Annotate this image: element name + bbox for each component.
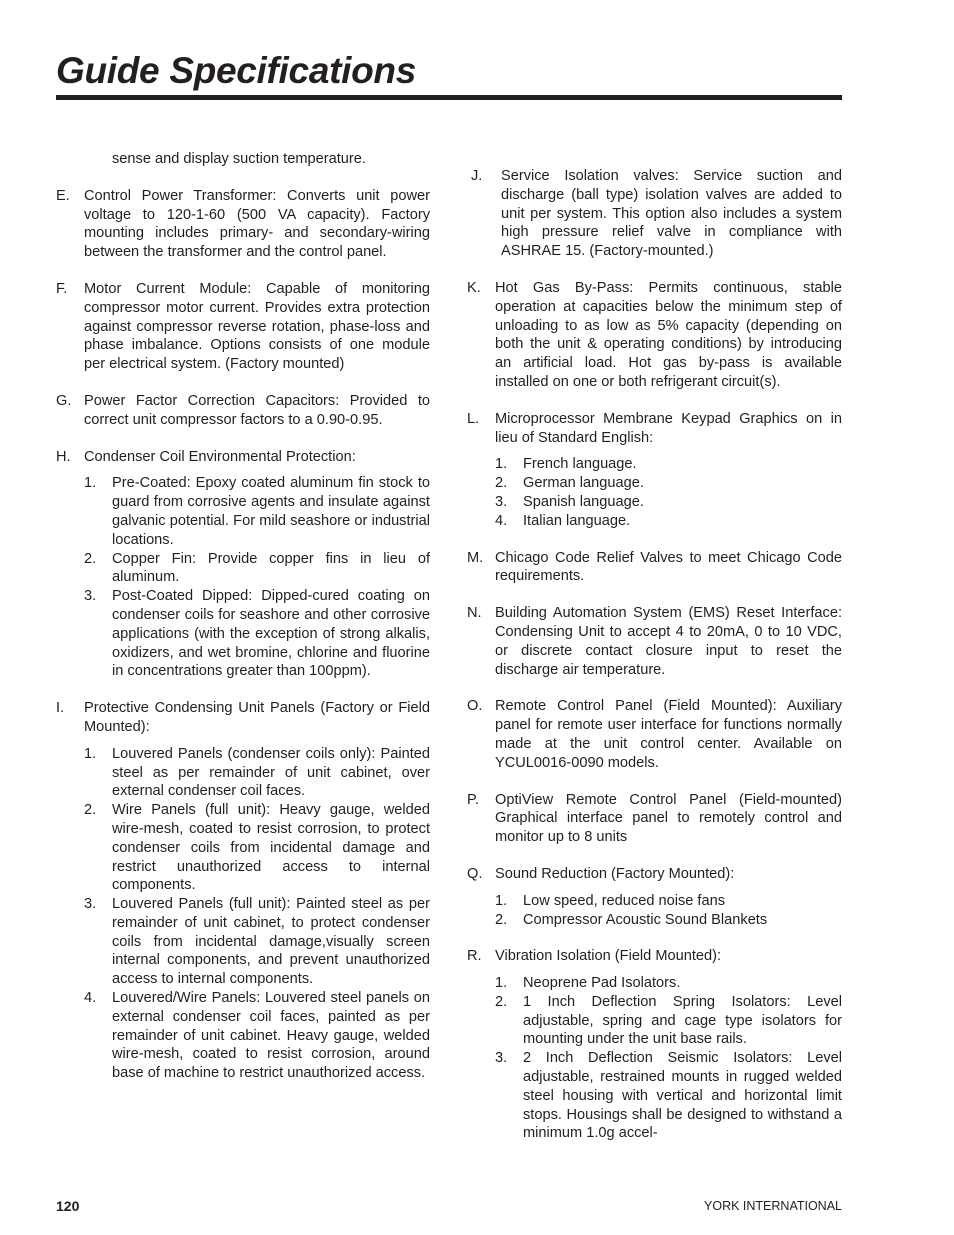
sub-item	[495, 1049, 842, 1143]
page-number: 120	[56, 1198, 80, 1214]
company-name: YORK INTERNATIONAL	[704, 1199, 842, 1213]
sub-item	[495, 892, 842, 911]
sub-item-number: 1.	[84, 475, 97, 492]
sub-item-text: Compressor Acoustic Sound Blankets	[523, 911, 768, 928]
sub-item-number: 2.	[495, 911, 508, 928]
sub-item	[84, 550, 430, 588]
item-text: Hot Gas By-Pass: Permits continuous, stable operation at capacities below the minimum step of unloading to as low as 5% capacity (depending on both the unit & operating conditions) by introducing an artificial load. Hot gas by-pass is available installed on one or both refrigerant circuit(s).	[495, 279, 842, 390]
continuation-text: sense and display suction temperature.	[112, 151, 366, 167]
item-text: Chicago Code Relief Valves to meet Chicago Code requirements.	[495, 549, 842, 585]
spec-item-k	[467, 279, 842, 392]
item-letter: F.	[56, 280, 68, 297]
sub-item-text: Spanish language.	[523, 493, 644, 510]
item-letter: E.	[56, 187, 70, 204]
item-text: Vibration Isolation (Field Mounted):	[495, 948, 722, 965]
sub-item-number: 1.	[495, 892, 508, 909]
item-text: Microprocessor Membrane Keypad Graphics on in lieu of Standard English:	[495, 410, 842, 446]
sub-item	[84, 801, 430, 895]
item-letter: G.	[56, 392, 72, 409]
spec-item-p	[467, 791, 842, 847]
item-text: Power Factor Correction Capacitors: Provided to correct unit compressor factors to a 0.90-0.95.	[84, 392, 430, 428]
spec-item-q	[467, 865, 842, 929]
sub-item-text: Louvered/Wire Panels: Louvered steel panels on external condenser coil faces, painted as per remainder of unit cabinet. Heavy gauge, welded wire-mesh, coated to resist corrosion, around base of machine to restrict unauthorized access.	[112, 990, 430, 1082]
sub-item-number: 3.	[495, 493, 508, 510]
sub-item-text: Louvered Panels (full unit): Painted steel as per remainder of unit cabinet, to protect condenser coils from incidental damage,visually screen internal components, and prevent unauthorized access to internal components.	[112, 896, 430, 988]
sub-item	[495, 911, 842, 930]
sub-item	[495, 455, 842, 474]
sub-item-text: 2 Inch Deflection Seismic Isolators: Level adjustable, restrained mounts in rugged welded steel housing with vertical and horizontal limit stops. Housings shall be designed to withstand a minimum 1.0g accel-	[523, 1050, 842, 1142]
item-letter: N.	[467, 605, 482, 622]
sub-item-number: 1.	[495, 975, 508, 992]
item-letter: L.	[467, 410, 480, 427]
sub-item-text: Louvered Panels (condenser coils only): Painted steel as per remainder of unit cabinet, over external condenser coil faces.	[112, 745, 430, 800]
sub-item-number: 4.	[84, 990, 97, 1007]
sub-item-text: Post-Coated Dipped: Dipped-cured coating on condenser coils for seashore and other corrosive applications (with the exception of strong alkalis, oxidizers, and wet bromine, chlorine and fluorine in concentrations greater than 100ppm).	[112, 588, 430, 680]
spec-item-h	[56, 448, 430, 682]
sub-item-number: 2.	[495, 475, 508, 492]
page-title: Guide Specifications	[56, 50, 416, 91]
item-text: OptiView Remote Control Panel (Field-mounted) Graphical interface panel to remotely control and monitor up to 8 units	[495, 791, 842, 846]
spec-item-f	[56, 280, 430, 374]
title-rule	[56, 95, 842, 100]
spec-item-g	[56, 392, 430, 430]
sub-item-text: Neoprene Pad Isolators.	[523, 975, 681, 992]
item-text: Remote Control Panel (Field Mounted): Auxiliary panel for remote user interface for functions normally made at the unit control center. Available on YCUL0016-0090 models.	[495, 698, 842, 771]
sub-item	[495, 474, 842, 493]
sub-item	[495, 993, 842, 1049]
sub-item	[495, 974, 842, 993]
sub-item	[84, 587, 430, 681]
item-text: Sound Reduction (Factory Mounted):	[495, 865, 735, 882]
sub-item-number: 3.	[495, 1050, 508, 1067]
item-text: Control Power Transformer: Converts unit power voltage to 120-1-60 (500 VA capacity). Factory mounting includes primary- and secondary-wiring between the transformer and the control panel.	[84, 187, 430, 261]
sub-item-text: German language.	[523, 475, 644, 492]
spec-item-o	[467, 697, 842, 772]
sub-item	[84, 745, 430, 801]
spec-item-l	[467, 410, 842, 531]
sub-item-number: 3.	[84, 588, 97, 605]
spec-item-i	[56, 699, 430, 1083]
sub-item-text: Low speed, reduced noise fans	[523, 892, 726, 909]
sub-item-text: Copper Fin: Provide copper fins in lieu of aluminum.	[112, 550, 430, 586]
sub-item-number: 2.	[84, 550, 97, 567]
sub-item-text: French language.	[523, 456, 637, 473]
item-text: Service Isolation valves: Service suction and discharge (ball type) isolation valves are added to unit per system. This option also includes a system high pressure relief valve in compliance with ASHRAE 15. (Factory-mounted.)	[501, 168, 842, 260]
item-letter: R.	[467, 948, 482, 965]
spec-item-e	[56, 187, 430, 262]
spec-item-j	[467, 167, 842, 261]
sub-item-number: 1.	[495, 456, 508, 473]
item-letter: M.	[467, 549, 484, 566]
item-text: Protective Condensing Unit Panels (Factory or Field Mounted):	[84, 700, 430, 735]
sub-item-number: 3.	[84, 896, 97, 913]
sub-item-number: 4.	[495, 512, 508, 529]
sub-item-number: 2.	[495, 993, 508, 1010]
item-text: Motor Current Module: Capable of monitoring compressor motor current. Provides extra protection against compressor reverse rotation, phase-loss and phase imbalance. Options consists of one module per electrical system. (Factory mounted)	[84, 280, 430, 373]
sub-item	[495, 493, 842, 512]
right-column	[467, 167, 842, 1161]
spec-item-r	[467, 947, 842, 1143]
sub-item-number: 2.	[84, 802, 97, 819]
item-letter: Q.	[467, 865, 483, 882]
item-letter: J.	[471, 168, 483, 184]
left-column	[56, 150, 430, 1101]
spec-item-n	[467, 604, 842, 679]
item-letter: P.	[467, 791, 479, 808]
sub-item-text: Pre-Coated: Epoxy coated aluminum fin stock to guard from corrosive agents and insulate against galvanic potential. For mild seashore or industrial locations.	[112, 475, 430, 548]
sub-item-number: 1.	[84, 745, 97, 762]
sub-item-text: Italian language.	[523, 512, 631, 529]
spec-item-m	[467, 549, 842, 587]
sub-item	[84, 989, 430, 1083]
sub-item	[84, 895, 430, 989]
item-text: Building Automation System (EMS) Reset Interface: Condensing Unit to accept 4 to 20mA, 0 to 10 VDC, or discrete contact closure input to reset the discharge air temperature.	[495, 605, 842, 678]
sub-item-text: 1 Inch Deflection Spring Isolators: Level adjustable, spring and cage type isolators for mounting under the unit base rails.	[523, 993, 842, 1048]
item-letter: O.	[467, 698, 483, 715]
item-letter: I.	[56, 700, 65, 717]
item-letter: H.	[56, 448, 71, 465]
sub-item	[84, 474, 430, 549]
sub-item-text: Wire Panels (full unit): Heavy gauge, welded wire-mesh, coated to resist corrosion, to protect condenser coils from incidental damage and restrict unauthorized access to internal components.	[112, 802, 430, 894]
sub-item	[495, 512, 842, 531]
item-text: Condenser Coil Environmental Protection:	[84, 448, 356, 465]
item-letter: K.	[467, 279, 481, 296]
